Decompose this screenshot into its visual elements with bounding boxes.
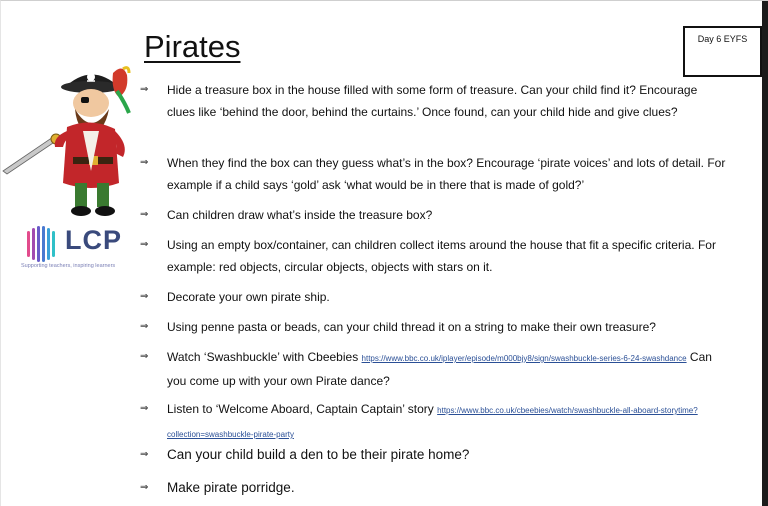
document-page: Pirates Day 6 EYFS LCP Supporting teachers, inspiring learners ⇒ Hide a treasure box in the house filled with some form of treasure. Can your child find it? Encourage clues like ‘behind the door, behind the curtains.’ Once found, can your child hide and give clues? ⇒ When they find the box can they guess what’s in the box? Encourage ‘pirate voices’ and lots of detail. For example if a child says ‘gold’ ask ‘what would be in there that is made of gold?’ ⇒ Can children draw what’s inside the treasure box? ⇒ Using an empty box/container, can children collect items around the house that fit a specific criteria. For example: red objects, circular objects, objects with stars on it. ⇒ Decorate your own pirate ship. ⇒ Using penne pasta or beads, can your child thread it on a string to make their own treasure? ⇒ Watch ‘Swashbuckle’ with Cbeebies https://www.bbc.co.uk/iplayer/episode/m000bjy8/sign/swashbuckle-series-6-24-swashdance Can you come up with your own Pirate dance? ⇒ Listen to ‘Welcome Aboard, Captain Captain’ story https://www.bbc.co.uk/cbeebies/watch/swashbuckle-all-aboard-storytime?collection=swashbuckle-pirate-party ⇒ Can your child build a den to be their pirate home? ⇒ Make pirate porridge. xyxy=(0,0,768,506)
lcp-tagline: Supporting teachers, inspiring learners xyxy=(21,263,116,269)
pirate-illustration xyxy=(1,61,141,226)
day-label-box xyxy=(683,26,762,77)
lcp-logo-text: LCP xyxy=(65,225,122,255)
arrow-bullet-icon: ⇒ xyxy=(140,449,149,460)
arrow-bullet-icon: ⇒ xyxy=(140,351,149,362)
day-label: Day 6 EYFS xyxy=(697,34,748,44)
arrow-bullet-icon: ⇒ xyxy=(140,482,149,493)
arrow-bullet-icon: ⇒ xyxy=(140,157,149,168)
arrow-bullet-icon: ⇒ xyxy=(140,239,149,250)
arrow-bullet-icon: ⇒ xyxy=(140,403,149,414)
arrow-bullet-icon: ⇒ xyxy=(140,209,149,220)
arrow-bullet-icon: ⇒ xyxy=(140,84,149,95)
arrow-bullet-icon: ⇒ xyxy=(140,291,149,302)
arrow-bullet-icon: ⇒ xyxy=(140,321,149,332)
storytime-link[interactable]: https://www.bbc.co.uk/cbeebies/watch/swashbuckle-all-aboard-storytime?collection=swashbuckle-pirate-party xyxy=(167,406,698,439)
swashbuckle-link[interactable]: https://www.bbc.co.uk/iplayer/episode/m000bjy8/sign/swashbuckle-series-6-24-swashdance xyxy=(361,354,687,363)
page-title: Pirates xyxy=(144,29,241,64)
page-edge xyxy=(762,1,768,506)
